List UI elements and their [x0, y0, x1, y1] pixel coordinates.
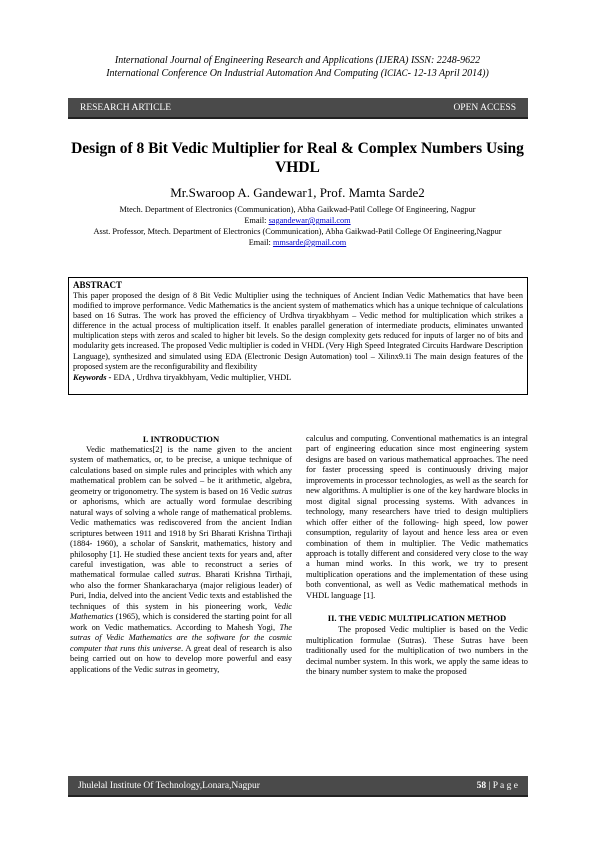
affiliation-2: Asst. Professor, Mtech. Department of Electronics (Communication), Abha Gaikwad-Patil College Of Engineering,Nagpur — [93, 227, 502, 236]
email-line-1: Email: sagandewar@gmail.com — [244, 216, 351, 225]
article-type-label: RESEARCH ARTICLE — [80, 102, 172, 113]
section-heading-introduction: I. INTRODUCTION — [142, 434, 220, 444]
journal-header — [40, 54, 555, 80]
keywords-label: Keywords - — [73, 372, 112, 382]
keywords-line — [73, 372, 523, 383]
footer-institute: Jhulelal Institute Of Technology,Lonara,Nagpur — [78, 780, 260, 791]
abstract-text: This paper proposed the design of 8 Bit Vedic Multiplier using the techniques of Ancient Indian Vedic Mathematics that have been modified to improve performance. Vedic Mathematics is the ancient system of mathematics which has a unique technique of calculations based on 16 Sutras. The work has proved the efficiency of Urdhva tiryakbhyam – Vedic method for multiplication which strikes a difference in the actual process of multiplication itself. It enables parallel generation of intermediate products, eliminates unwanted multiplication steps with zeros and scaled to higher bit levels. So the design complexity gets reduced for inputs of larger no of bits and modularity gets increased. The proposed Vedic multiplier is coded in VHDL (Very High Speed Integrated Circuits Hardware Description Language), synthesized and simulated using EDA (Electronic Design Automation) tool – Xilinx9.1i The main design features of the proposed system are the reconfigurability and flexibility — [73, 291, 523, 371]
paper-title: Design of 8 Bit Vedic Multiplier for Real & Complex Numbers Using VHDL — [71, 140, 524, 176]
author-list: Mr.Swaroop A. Gandewar1, Prof. Mamta Sarde2 — [170, 185, 425, 200]
access-label: OPEN ACCESS — [453, 102, 516, 113]
conference-acronym: ICIAC — [384, 68, 408, 78]
email-link-2[interactable]: mmsarde@gmail.com — [272, 238, 347, 247]
footer-bar — [68, 776, 528, 797]
article-type-bar — [68, 98, 528, 119]
email-line-2: Email: mmsarde@gmail.com — [248, 238, 347, 247]
journal-name: International Journal of Engineering Research and Applications (IJERA) ISSN: 2248-9622 — [114, 55, 481, 66]
left-column — [70, 434, 292, 675]
abstract-heading: ABSTRACT — [73, 280, 123, 290]
introduction-continued: calculus and computing. Conventional mathematics is an integral part of engineering education since most engineering system designs are based on various mathematical approaches. The need for faster processing speed is continuously driving major improvements in processor technologies, as well as the search for new algorithms. A multiplier is one of the key hardware blocks in most digital signal processing systems. With advances in technology, many researchers have tried to design multipliers which offer either of the following- high speed, low power consumption, regularity of layout and hence less area or even combination of them in multiplier. The Vedic mathematics approach is totally different and considered very close to the way a human mind works. In this work, we try to present multiplication operations and the implementation of these using both conventional, as well as Vedic mathematical methods in VHDL language [1]. — [306, 434, 528, 600]
right-column — [306, 434, 528, 678]
section-heading-vedic-method: II. THE VEDIC MULTIPLICATION METHOD — [327, 613, 507, 624]
email-link-1[interactable]: sagandewar@gmail.com — [268, 216, 351, 225]
conference-name: International Conference On Industrial Automation And Computing (ICIAC- 12-13 April 2014)) — [106, 68, 489, 79]
vedic-method-paragraph: The proposed Vedic multiplier is based on the Vedic multiplication formulae (Sutras). These Sutras have been traditionally used for the multiplication of two numbers in the decimal number system. In this work, we apply the same ideas to the binary number system to make the proposed — [306, 625, 528, 677]
affiliation-1: Mtech. Department of Electronics (Communication), Abha Gaikwad-Patil College Of Engineering, Nagpur — [119, 205, 476, 214]
page-number: 58 | P a g e — [476, 780, 518, 791]
keywords-text: EDA , Urdhva tiryakbhyam, Vedic multiplier, VHDL — [111, 372, 292, 382]
abstract-box — [68, 277, 528, 395]
affiliations — [60, 204, 535, 248]
introduction-paragraph: Vedic mathematics[2] is the name given to the ancient system of mathematics, or, to be precise, a unique technique of calculations based on simple rules and principles with which any mathematical problem can be solved – be it arithmetic, algebra, geometry or trigonometry. The system is based on 16 Vedic sutras or aphorisms, which are actually word formulae describing natural ways of solving a whole range of mathematical problems. Vedic mathematics was rediscovered from the ancient Indian scriptures between 1911 and 1918 by Sri Bharati Krishna Tirthaji (1884- 1960), a scholar of Sanskrit, mathematics, history and philosophy [1]. He studied these ancient texts for years and, after careful investigation, was able to reconstruct a series of mathematical formulae called sutras. Bharati Krishna Tirthaji, who also the former Shankaracharya (major religious leader) of Puri, India, delved into the ancient Vedic texts and established the techniques of this system in his pioneering work, Vedic Mathematics (1965), which is considered the starting point for all work on Vedic mathematics. According to Mahesh Yogi, The sutras of Vedic Mathematics are the software for the cosmic computer that runs this universe. A great deal of research is also being carried out on how to develop more powerful and easy applications of the Vedic sutras in geometry, — [70, 445, 292, 674]
